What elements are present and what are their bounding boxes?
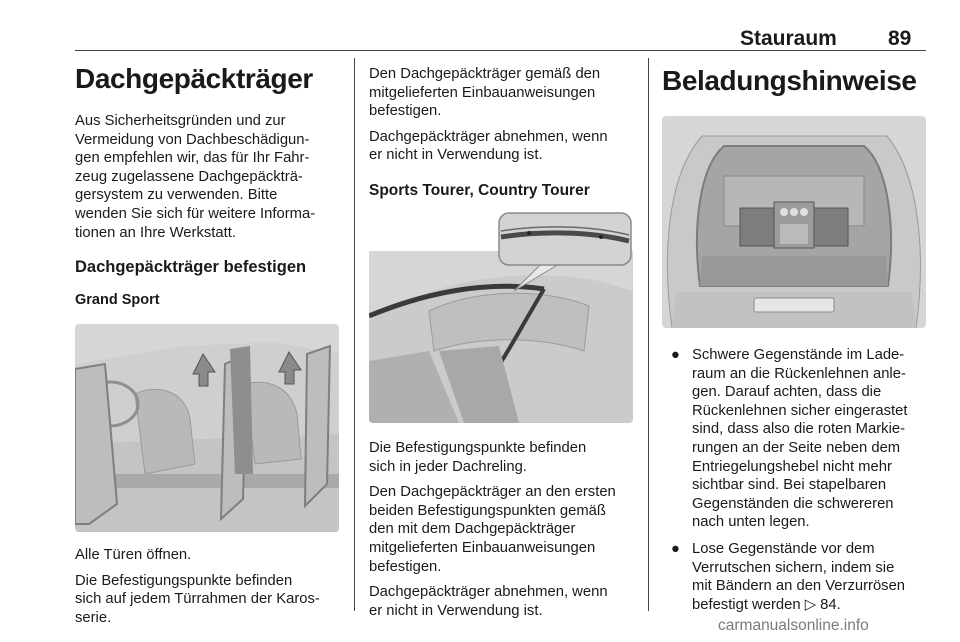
cargo-area-illustration <box>662 116 926 328</box>
roof-rack-intro: Aus Sicherheitsgründen und zur Vermeidung von Dachbeschädigun- gen empfehlen wir, das für Ihr Fahr- zeug zugelassene Dachgepäckträ- gersystem zu verwenden. Bitte wenden Sie sich für weitere Informa- tionen an Ihre Werkstatt. <box>75 113 316 241</box>
model-grand-sport-heading: Grand Sport <box>75 292 160 309</box>
column-divider-2 <box>648 58 649 611</box>
section-title: Stauraum <box>740 27 837 50</box>
bullet-icon: ● <box>671 540 680 557</box>
page-number: 89 <box>888 27 912 50</box>
grand-sport-door-frame-illustration <box>75 324 339 532</box>
mount-subheading: Dachgepäckträger befestigen <box>75 258 307 277</box>
sports-tourer-roof-rail-illustration <box>369 211 633 423</box>
list-item: ● Lose Gegenstände vor dem Verrutschen sichern, indem sie mit Bändern an den Verzurrösen befestigt werden ▷ 84. <box>671 540 906 613</box>
remove-when-unused-text: Dachgepäckträger abnehmen, wenn er nicht in Verwendung ist. <box>369 128 608 164</box>
loading-notes-heading: Beladungshinweise <box>662 65 917 96</box>
list-item: ● Schwere Gegenstände im Lade- raum an die Rückenlehnen anle- gen. Darauf achten, dass die Rückenlehnen sicher eingerastet sind, dass also die roten Markie- rungen an der Seite neben dem Entriegelungshebel nicht mehr sichtbar sind. Bei stapelbaren Gegenständen die schwereren nach unten legen. <box>671 347 908 531</box>
remove-when-unused-text-2: Dachgepäckträger abnehmen, wenn er nicht in Verwendung ist. <box>369 584 608 619</box>
page-reference-link[interactable]: befestigt werden ▷ 84. <box>692 596 841 613</box>
column-roof-rack-continued <box>369 60 635 620</box>
column-loading-notes <box>662 60 928 622</box>
header-divider <box>75 50 926 51</box>
rail-points-text: Die Befestigungspunkte befinden sich in jeder Dachreling. <box>369 439 587 475</box>
watermark: carmanualsonline.info <box>718 617 869 634</box>
loading-notes-list <box>662 346 928 614</box>
bullet-icon: ● <box>671 347 680 363</box>
column-roof-rack <box>75 60 341 628</box>
roof-rack-heading: Dachgepäckträger <box>75 63 313 94</box>
model-sports-tourer-heading: Sports Tourer, Country Tourer <box>369 181 590 199</box>
install-instructions-text: Den Dachgepäckträger gemäß den mitgelieferten Einbauanweisungen befestigen. <box>369 66 601 120</box>
column-divider-1 <box>354 58 355 611</box>
open-doors-text: Alle Türen öffnen. <box>75 547 192 564</box>
first-two-points-text: Den Dachgepäckträger an den ersten beiden Befestigungspunkten gemäß den mit dem Dachgepäckträger mitgelieferten Einbauanweisungen befestigen. <box>369 484 616 575</box>
door-frame-points-text: Die Befestigungspunkte befinden sich auf jedem Türrahmen der Karos- serie. <box>75 572 320 626</box>
